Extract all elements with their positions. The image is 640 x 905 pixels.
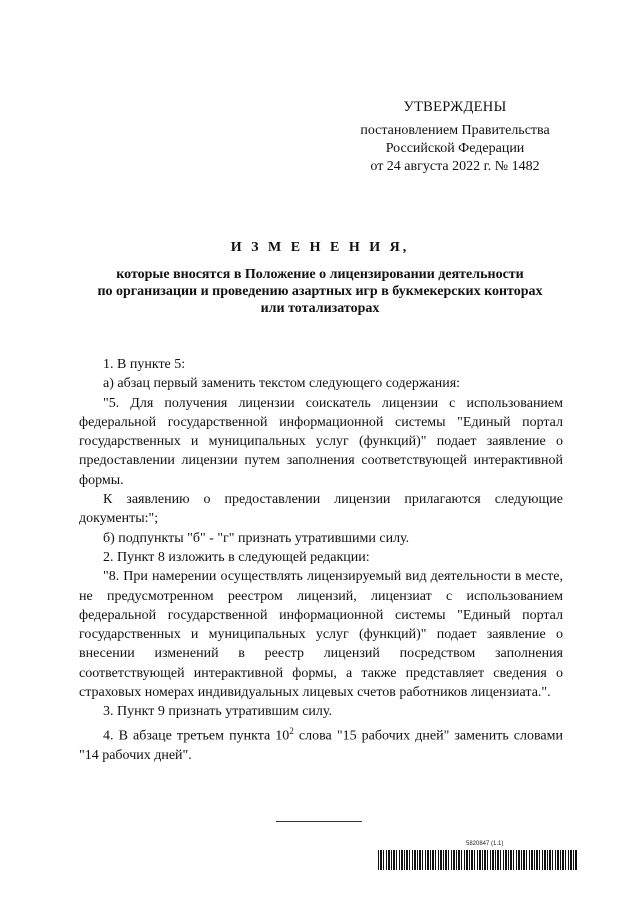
approval-line-1: постановлением Правительства	[360, 123, 550, 138]
approval-block	[340, 98, 570, 176]
approval-line-3: от 24 августа 2022 г. № 1482	[370, 159, 540, 174]
paragraph-1b: б) подпункты "б" - "г" признать утратившими силу.	[103, 530, 410, 546]
title-sub-2: по организации и проведению азартных игр в букмекерских конторах	[97, 284, 543, 299]
paragraph-4-after: слова "15 рабочих дней" заменить словами "14 рабочих дней".	[79, 728, 563, 763]
paragraph-4-before: 4. В абзаце третьем пункта 10	[103, 728, 290, 744]
paragraph-quote-5: "5. Для получения лицензии соискатель лицензии с использованием федеральной государственной информационной системы "Единый портал государственных и муниципальных услуг (функций)" подает заявление о предоставлении лицензии путем заполнения соответствующей интерактивной формы.	[79, 395, 563, 488]
paragraph-attachments: К заявлению о предоставлении лицензии прилагаются следующие документы:";	[79, 492, 563, 527]
approval-line-2: Российской Федерации	[385, 141, 525, 156]
paragraph-1: 1. В пункте 5:	[103, 357, 186, 372]
title-sub-1: которые вносятся в Положение о лицензировании деятельности	[116, 267, 524, 282]
paragraph-quote-8: "8. При намерении осуществлять лицензируемый вид деятельности в месте, не предусмотренном реестром лицензий, лицензиат с использованием федеральной государственной информационной системы "Единый портал государственных и муниципальных услуг (функций)" подает заявление о внесении изменений в реестр лицензий посредством заполнения соответствующей интерактивной формы, а также представляет сведения о страховых номерах индивидуальных лицевых счетов работников лицензиата.".	[79, 569, 563, 701]
barcode-icon	[378, 850, 578, 870]
approval-heading: УТВЕРЖДЕНЫ	[403, 99, 507, 115]
document-body	[79, 355, 563, 765]
paragraph-2: 2. Пункт 8 изложить в следующей редакции:	[103, 549, 370, 565]
barcode-code: 5820847 (1.1)	[466, 841, 504, 847]
title-sub-3: или тотализаторах	[260, 301, 380, 316]
paragraph-4	[79, 722, 563, 765]
title-main: И З М Е Н Е Н И Я,	[230, 240, 410, 255]
document-title	[60, 240, 580, 317]
paragraph-1a: а) абзац первый заменить текстом следующего содержания:	[103, 376, 461, 392]
paragraph-4-superscript: 2	[289, 725, 294, 736]
paragraph-3: 3. Пункт 9 признать утратившим силу.	[103, 704, 332, 720]
separator-line	[276, 821, 362, 822]
